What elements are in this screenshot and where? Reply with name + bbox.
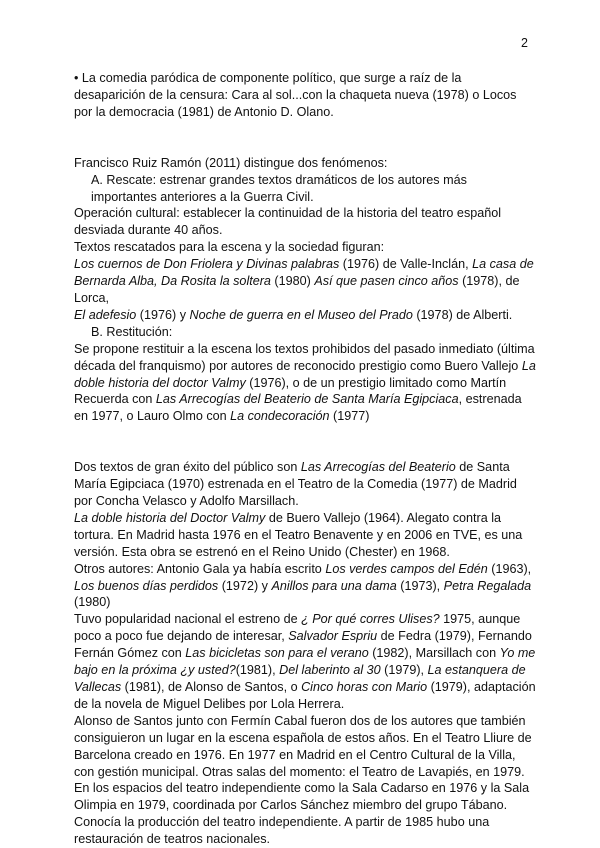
- text-span: (1976) y: [136, 307, 190, 322]
- work-title: El adefesio: [74, 307, 137, 322]
- work-title: Anillos para una dama: [271, 578, 397, 593]
- text-span: Otros autores: Antonio Gala ya había escrito: [74, 561, 326, 576]
- espacios-paragraph: En los espacios del teatro independiente como la Sala Cadarso en 1976 y la Sala Olimpia en 1979, coordinada por Carlos Sánchez miembro del grupo Tábano.: [74, 781, 530, 813]
- text-span: de Fedra (1979), Fernando Fernán Gómez con: [74, 629, 532, 661]
- work-title: Petra Regalada: [443, 578, 532, 593]
- text-span: (1978), de Lorca,: [74, 274, 520, 305]
- restitucion-paragraph: [74, 341, 536, 426]
- doble-historia-paragraph: [74, 510, 536, 561]
- textos-rescatados-intro: Textos rescatados para la escena y la sociedad figuran:: [74, 240, 385, 255]
- text-span: (1977): [329, 409, 370, 424]
- text-span: (1980): [74, 595, 111, 610]
- text-span: (1981), de Alonso de Santos, o: [121, 680, 302, 694]
- text-span: (1976), o de un prestigio limitado como Martín Recuerda con: [74, 375, 507, 407]
- page-number: 2: [521, 36, 528, 50]
- bullet-paragraph: [74, 70, 536, 121]
- work-title: Los verdes campos del Edén: [325, 561, 488, 576]
- work-title: Noche de guerra en el Museo del Prado: [189, 307, 413, 322]
- work-title: Así que pasen cinco años: [314, 274, 459, 289]
- text-span: (1979), adaptación de la novela de Miguel Delibes por Lola Herrera.: [74, 680, 536, 711]
- alonso-santos-paragraph: Alonso de Santos junto con Fermín Cabal fueron dos de los autores que también consiguieron un lugar en la escena española de estos años. En el Teatro Lliure de Barcelona creado en 1976. En 1977 en Madrid en el Centro Cultural de la Villa, con gestión municipal. Otras salas del momento: el Teatro de Lavapiés, en 1979.: [74, 713, 532, 779]
- text-span: , estrenada en 1977, o Lauro Olmo con: [74, 392, 522, 424]
- restitucion-heading: B. Restitución:: [91, 324, 173, 339]
- work-title: Las Arrecogías del Beaterio de Santa María Egipciaca: [155, 392, 459, 407]
- work-title: Los cuernos de Don Friolera y Divinas palabras: [74, 257, 340, 272]
- document-body: [74, 70, 536, 848]
- operacion-cultural-paragraph: Operación cultural: establecer la continuidad de la historia del teatro español desviada durante 40 años.: [74, 206, 502, 238]
- work-title: Cinco horas con Mario: [301, 680, 428, 694]
- work-title: La casa de Bernarda Alba, Da Rosita la soltera: [74, 257, 534, 289]
- rescate-heading: A. Rescate: estrenar grandes textos dramáticos de los autores más importantes anteriores a la Guerra Civil.: [91, 172, 467, 204]
- otros-autores-paragraph: [74, 561, 536, 612]
- text-span: (1972) y: [218, 578, 272, 593]
- text-span: (1978) de Alberti.: [412, 307, 513, 322]
- rescatados-list-2: [74, 307, 536, 324]
- work-title: ¿ Por qué corres Ulises?: [301, 612, 440, 627]
- text-span: de Buero Vallejo (1964). Alegato contra la tortura. En Madrid hasta 1976 en el Teatro Benavente y en 2006 en TVE, es una versión. Esta obra se estrenó en el Reino Unido (Chester) en 1968.: [74, 510, 523, 559]
- work-title: La doble historia del Doctor Valmy: [74, 510, 266, 525]
- bullet-text: La comedia paródica de componente político, que surge a raíz de la desaparición de la censura: Cara al sol...con la chaqueta nueva (1978) o Locos por la democracia (1981) de Antonio D. Olano.: [74, 71, 517, 119]
- text-span: Dos textos de gran éxito del público son: [74, 460, 301, 475]
- work-title: Salvador Espriu: [288, 629, 378, 644]
- text-span: (1982), Marsillach con: [368, 646, 500, 661]
- work-title: Del laberinto al 30: [279, 663, 381, 678]
- text-span: Tuvo popularidad nacional el estreno de: [74, 612, 302, 627]
- work-title: Las bicicletas son para el verano: [185, 646, 369, 661]
- bullet-marker: •: [74, 71, 79, 85]
- popularidad-paragraph: [74, 611, 536, 712]
- text-span: (1981),: [235, 663, 280, 678]
- work-title: Las Arrecogías del Beaterio: [300, 460, 456, 475]
- text-span: 1975, aunque poco a poco fue dejando de interesar,: [74, 612, 521, 644]
- text-span: (1976) de Valle-Inclán,: [339, 257, 473, 272]
- text-span: (1973),: [396, 578, 444, 593]
- text-span: (1963),: [487, 561, 532, 576]
- exito-paragraph: [74, 459, 536, 510]
- work-title: La estanquera de Vallecas: [74, 663, 526, 694]
- text-span: (1980): [270, 274, 315, 289]
- work-title: La doble historia del doctor Valmy: [74, 358, 536, 390]
- rescatados-list-1: [74, 256, 536, 307]
- work-title: La condecoración: [230, 409, 330, 424]
- conocia-paragraph: Conocía la producción del teatro independiente. A partir de 1985 hubo una restauración de teatros nacionales.: [74, 815, 490, 847]
- text-span: Se propone restituir a la escena los textos prohibidos del pasado inmediato (última década del franquismo) por autores de reconocido prestigio como Buero Vallejo: [74, 341, 535, 373]
- work-title: Yo me bajo en la próxima ¿y usted?: [74, 646, 536, 678]
- text-span: (1979),: [380, 663, 428, 678]
- ruiz-ramon-paragraph: Francisco Ruiz Ramón (2011) distingue dos fenómenos:: [74, 155, 388, 170]
- work-title: Los buenos días perdidos: [74, 578, 219, 593]
- text-span: de Santa María Egipciaca (1970) estrenada en el Teatro de la Comedia (1977) de Madrid por Concha Velasco y Adolfo Marsillach.: [74, 460, 517, 509]
